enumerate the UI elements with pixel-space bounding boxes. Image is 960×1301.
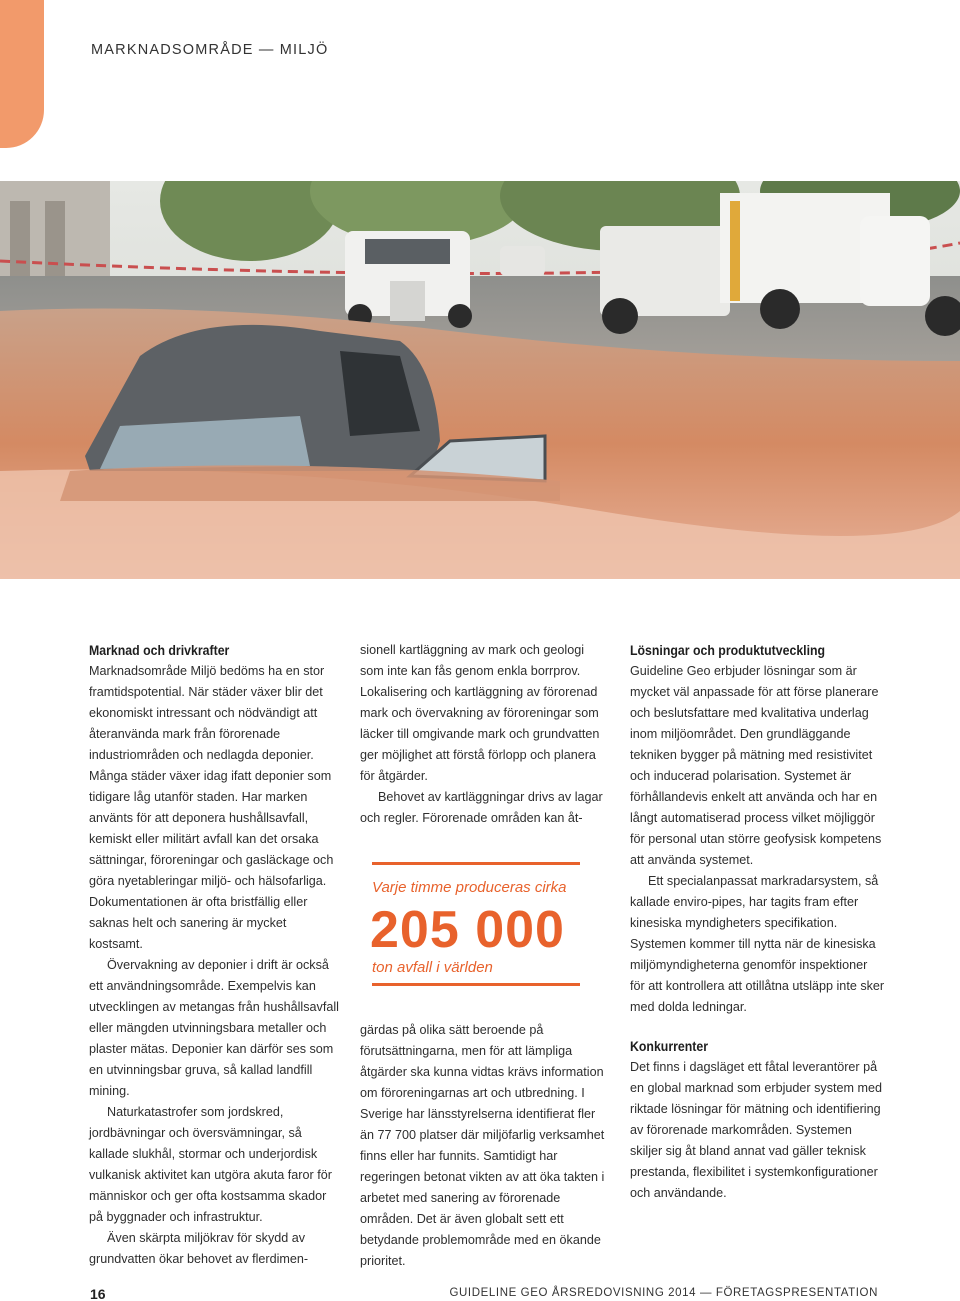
paragraph: Guideline Geo erbjuder lösningar som är mycket väl anpassade för att förse planerare och beslutsfattare med kvalitativa underlag inom miljöområdet. Den grundläggande tekniken bygger på mätning med resistivitet och inducerad polarisation. Systemet är förhållandevis enkelt att använda och har en långt automatiserad process vilket möjliggör för personal utan större geofysisk kompetens att använda systemet.: [630, 664, 882, 867]
column-right: [630, 640, 885, 1204]
paragraph: Övervakning av deponier i drift är också ett användningsområde. Exempelvis kan utvecklingen av metangas från hushållsavfall eller mängden utvinningsbara metaller och plaster mätas. Deponier kan därför ses som en utvinningsbar gruva, så kallad landfill mining.: [89, 958, 339, 1098]
flooded-street-photo: [0, 181, 960, 579]
paragraph: sionell kartläggning av mark och geologi som inte kan fås genom enkla borrprov. Lokalisering och kartläggning av förorenad mark och övervakning av föroreningar som läcker till omgivande mark och grundvatten ger möjlighet att förstå förlopp och planera för åtgärder.: [360, 643, 600, 783]
statistic-callout: [372, 862, 580, 986]
paragraph: Det finns i dagsläget ett fåtal leverantörer på en global marknad som erbjuder system med riktade lösningar för mätning och identifiering av förorenade markområden. Systemen skiljer sig åt bland annat vad gäller teknisk prestanda, flexibilitet i systemkonfigurationer och användande.: [630, 1060, 882, 1200]
page-number: 16: [90, 1286, 106, 1301]
paragraph: Ett specialanpassat markradarsystem, så kallade enviro-pipes, har tagits fram efter kinesiska myndigheters specifikation. Systemen kommer till nytta när de kinesiska miljömyndigheterna genomför inspektioner för att kontrollera att otillåtna utsläpp inte sker med dolda ledningar.: [630, 874, 885, 1014]
column-left: [89, 640, 339, 1270]
section-header: MARKNADSOMRÅDE — MILJÖ: [91, 42, 329, 58]
column-middle-continued: [360, 1020, 610, 1272]
heading-solutions: Lösningar och produktutveckling: [630, 643, 826, 658]
paragraph: Marknadsområde Miljö bedöms ha en stor framtidspotential. När städer växer blir det ekonomiskt intressant och nödvändigt att återanvända mark från förorenade industriområden och nedlagda deponier. Många städer växer idag ifatt deponier som tidigare låg utanför staden. Har marken använts för att deponera hushållsavfall, kemiskt eller militärt avfall kan det orsaka sättningar, föroreningar och gasläckage och göra nyetableringar miljö- och hälsofarliga. Dokumentationen är ofta bristfällig eller saknas helt och sanering är mycket kostsamt.: [89, 664, 334, 951]
paragraph: gärdas på olika sätt beroende på förutsättningarna, men för att lämpliga åtgärder ska kunna vidtas krävs information om föroreningarnas art och utbredning. I Sverige har länsstyrelserna identifierat fler än 77 700 platser där miljöfarlig verksamhet finns eller har funnits. Samtidigt har regeringen betonat vikten av att öka takten i arbetet med sanering av förorenade områden. Det är även globalt sett ett betydande problemområde med en ökande prioritet.: [360, 1023, 605, 1268]
callout-number: 205 000: [370, 901, 565, 959]
footer-title: GUIDELINE GEO ÅRSREDOVISNING 2014 — FÖRETAGSPRESENTATION: [449, 1287, 878, 1299]
heading-competitors: Konkurrenter: [630, 1039, 709, 1054]
corner-tab: [0, 0, 44, 148]
callout-intro: Varje timme produceras cirka: [372, 879, 567, 896]
heading-market-drivers: Marknad och drivkrafter: [89, 643, 230, 658]
flooded-street-car-photo-icon: [0, 181, 960, 579]
column-middle: [360, 640, 610, 829]
paragraph: Även skärpta miljökrav för skydd av grundvatten ökar behovet av flerdimen-: [89, 1231, 309, 1266]
callout-unit: ton avfall i världen: [372, 959, 493, 976]
paragraph: Naturkatastrofer som jordskred, jordbävningar och översvämningar, så kallade slukhål, stormar och underjordisk vulkanisk aktivitet kan utgöra akuta faror för människor och ger ofta kostsamma skador på byggnader och infrastruktur.: [89, 1105, 332, 1224]
paragraph: Behovet av kartläggningar drivs av lagar och regler. Förorenade områden kan åt-: [360, 790, 603, 825]
